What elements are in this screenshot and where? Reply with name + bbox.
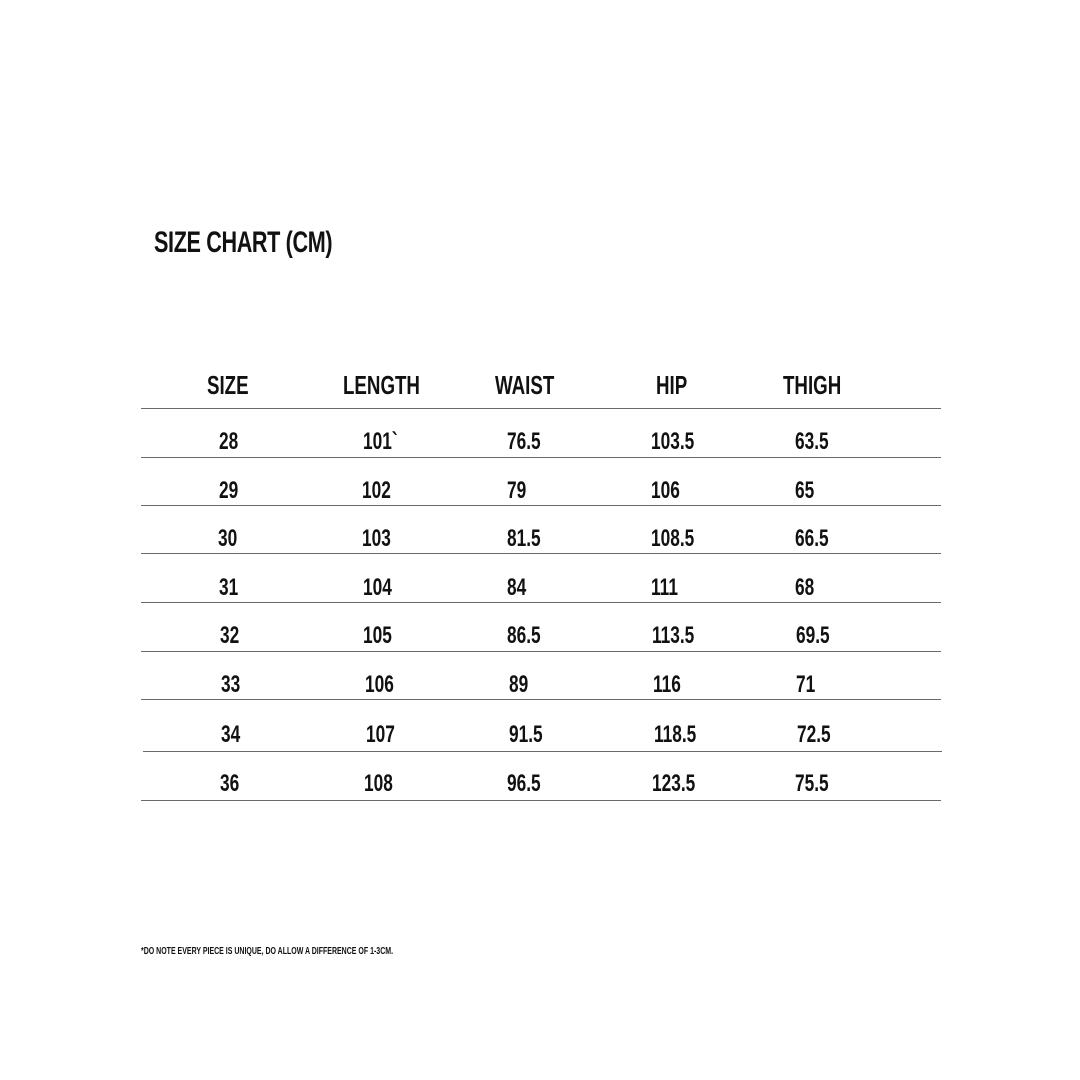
cell-waist: 81.5 (507, 525, 541, 552)
cell-length: 108 (364, 770, 393, 797)
cell-thigh: 75.5 (795, 770, 829, 797)
cell-size: 34 (221, 721, 241, 748)
cell-hip: 123.5 (652, 770, 696, 797)
cell-hip: 103.5 (651, 428, 695, 455)
cell-length: 107 (366, 721, 395, 748)
cell-length: 105 (363, 622, 392, 649)
cell-waist: 79 (507, 477, 527, 504)
cell-size: 36 (220, 770, 240, 797)
cell-waist: 89 (509, 671, 529, 698)
row-divider (141, 699, 941, 700)
cell-waist: 91.5 (509, 721, 543, 748)
row-divider (141, 553, 941, 554)
cell-length: 102 (362, 477, 391, 504)
column-header-waist: WAIST (495, 370, 555, 400)
row-divider (141, 651, 941, 652)
cell-length: 106 (365, 671, 394, 698)
footnote: *DO NOTE EVERY PIECE IS UNIQUE, DO ALLOW A DIFFERENCE OF 1-3CM. (141, 946, 394, 957)
column-header-size: SIZE (207, 370, 249, 400)
column-header-length: LENGTH (343, 370, 420, 400)
cell-thigh: 63.5 (795, 428, 829, 455)
row-divider (143, 751, 942, 752)
cell-waist: 84 (507, 574, 527, 601)
cell-hip: 113.5 (652, 622, 695, 649)
cell-size: 28 (219, 428, 239, 455)
cell-thigh: 68 (795, 574, 815, 601)
cell-length: 104 (363, 574, 392, 601)
cell-size: 29 (219, 477, 239, 504)
cell-waist: 86.5 (507, 622, 541, 649)
column-header-hip: HIP (656, 370, 688, 400)
row-divider (141, 505, 941, 506)
page-title: SIZE CHART (CM) (154, 226, 333, 259)
cell-hip: 116 (653, 671, 681, 698)
cell-waist: 76.5 (507, 428, 541, 455)
column-header-thigh: THIGH (783, 370, 842, 400)
cell-thigh: 71 (796, 671, 816, 698)
cell-thigh: 72.5 (797, 721, 831, 748)
cell-hip: 118.5 (654, 721, 697, 748)
row-divider (141, 602, 941, 603)
cell-hip: 108.5 (651, 525, 695, 552)
cell-thigh: 66.5 (795, 525, 829, 552)
cell-size: 33 (221, 671, 241, 698)
cell-hip: 111 (651, 574, 678, 601)
row-divider (141, 457, 941, 458)
cell-size: 30 (218, 525, 238, 552)
cell-length: 101` (363, 428, 398, 455)
row-divider (141, 408, 941, 409)
cell-thigh: 65 (795, 477, 815, 504)
cell-length: 103 (362, 525, 391, 552)
cell-size: 32 (220, 622, 240, 649)
cell-size: 31 (219, 574, 239, 601)
cell-waist: 96.5 (507, 770, 541, 797)
cell-thigh: 69.5 (796, 622, 830, 649)
cell-hip: 106 (651, 477, 680, 504)
row-divider (141, 800, 941, 801)
